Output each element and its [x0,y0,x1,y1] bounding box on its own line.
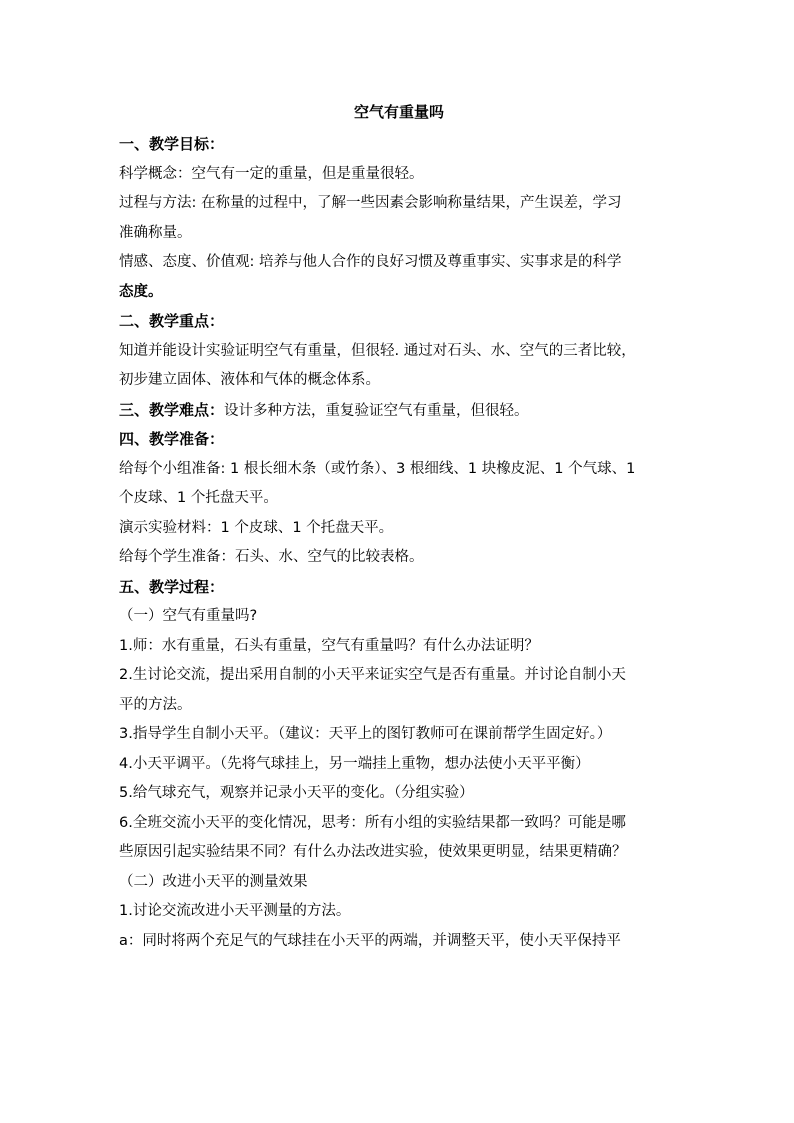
paragraph-line: 1.师：水有重量，石头有重量，空气有重量吗？有什么办法证明？ [119,637,539,654]
paragraph-line: 3.指导学生自制小天平。（建议：天平上的图钉教师可在课前帮学生固定好。） [119,726,612,742]
paragraph-line: 准确称量。 [119,224,192,241]
paragraph-line: 科学概念：空气有一定的重量，但是重量很轻。 [119,165,424,182]
section-heading: 二、教学重点： [119,312,225,330]
paragraph-line: 情感、态度、价值观: 培养与他人合作的良好习惯及尊重事实、实事求是的科学 [119,254,622,270]
paragraph-line: 个皮球、1 个托盘天平。 [119,490,278,506]
paragraph-line: 初步建立固体、液体和气体的概念体系。 [119,372,380,388]
section-heading: 四、教学准备： [119,430,225,448]
paragraph-line: 给每个小组准备: 1 根长细木条（或竹条）、3 根细线、1 块橡皮泥、1 个气球、1 [119,460,636,477]
section-heading-label: 三、教学难点： [119,400,225,419]
paragraph-line: a：同时将两个充足气的气球挂在小天平的两端，并调整天平，使小天平保持平 [119,932,621,949]
section-heading-text: 设计多种方法，重复验证空气有重量，但很轻。 [224,402,529,419]
section-heading-inline [119,396,679,426]
paragraph-line: 态度。 [119,283,163,300]
section-heading: 五、教学过程： [119,577,225,596]
document-lines [119,130,679,956]
paragraph-line: 演示实验材料：1 个皮球、1 个托盘天平。 [119,519,394,536]
paragraph-line: 过程与方法: 在称量的过程中，了解一些因素会影响称量结果，产生误差，学习 [119,195,622,211]
document-body [119,100,679,956]
paragraph-line: 知道并能设计实验证明空气有重量，但很轻. 通过对石头、水、空气的三者比较， [119,342,636,359]
paragraph-line: （一）空气有重量吗? [119,608,258,624]
paragraph-line: 6.全班交流小天平的变化情况，思考：所有小组的实验结果都一致吗？可能是哪 [119,814,626,831]
paragraph-line: 5.给气球充气，观察并记录小天平的变化。（分组实验） [119,785,474,801]
paragraph-line: 4.小天平调平。（先将气球挂上，另一端挂上重物，想办法使小天平平衡） [119,755,590,772]
paragraph-line: 些原因引起实验结果不同？有什么办法改进实验，使效果更明显，结果更精确？ [119,844,627,860]
paragraph-line: 平的方法。 [119,696,192,713]
section-heading: 一、教学目标： [119,135,225,153]
paragraph-line: 给每个学生准备：石头、水、空气的比较表格。 [119,549,424,565]
paragraph-line: 2.生讨论交流，提出采用自制的小天平来证实空气是否有重量。并讨论自制小天 [119,667,626,683]
paragraph-line: （二）改进小天平的测量效果 [119,873,308,890]
paragraph-line: 1.讨论交流改进小天平测量的方法。 [119,903,351,919]
document-title: 空气有重量吗 [353,103,444,121]
